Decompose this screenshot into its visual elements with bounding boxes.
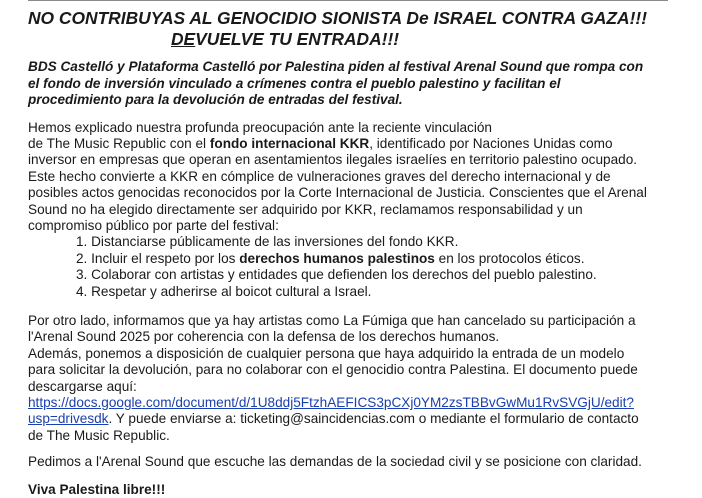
closing-line: [28, 482, 678, 498]
paragraph-demand: [28, 454, 678, 470]
demands-list: [28, 234, 678, 300]
paragraph-line: Sound no ha elegido directamente ser adquirido por KKR, reclamamos responsabilidad y un: [28, 201, 583, 217]
lead-paragraph: [28, 59, 678, 109]
demand-item: 1. Distanciarse públicamente de las inversiones del fondo KKR.: [76, 234, 459, 250]
text-run: . Y puede enviarse a: ticketing@saincidencias.com o mediante el formulario de contacto: [108, 411, 639, 427]
refund-document-link[interactable]: https://docs.google.com/document/d/1U8ddj5FtzhAEFICS3pCXj0YM2zsTBBvGwMu1RvSVGjU/edit?: [28, 395, 634, 410]
text-run: de The Music Republic con el: [28, 135, 210, 151]
lead-line: procedimiento para la devolución de entradas del festival.: [28, 92, 403, 107]
headline-line-2: [171, 29, 678, 50]
lead-line: BDS Castelló y Plataforma Castelló por Palestina piden al festival Arenal Sound que rompa con: [28, 59, 644, 74]
paragraph-line: [28, 395, 678, 411]
top-divider: [28, 0, 668, 1]
text-run: en los protocolos éticos.: [434, 250, 585, 266]
paragraph-line: compromiso público por parte del festival:: [28, 217, 279, 233]
text-run: , identificado por Naciones Unidas como: [369, 135, 613, 151]
closing-text: Viva Palestina libre!!!: [28, 481, 166, 497]
paragraph-line: l'Arenal Sound 2025 por coherencia con la defensa de los derechos humanos.: [28, 329, 500, 345]
headline-line-1: NO CONTRIBUYAS AL GENOCIDIO SIONISTA De ISRAEL CONTRA GAZA!!!: [28, 8, 647, 28]
paragraph-line: Hemos explicado nuestra profunda preocupación ante la reciente vinculación: [28, 119, 492, 135]
paragraph-refund: [28, 313, 678, 444]
paragraph-line: inversor en empresas que operan en asentamientos ilegales israelíes en territorio palestino ocupado.: [28, 152, 638, 168]
paragraph-line: [28, 136, 678, 152]
lead-line: el fondo de inversión vinculado a crímenes contra el pueblo palestino y facilitan el: [28, 75, 561, 91]
paragraph-line: [28, 411, 678, 427]
refund-document-link-continued[interactable]: usp=drivesdk: [28, 411, 109, 427]
paragraph-line: Por otro lado, informamos que ya hay artistas como La Fúmiga que han cancelado su participación a: [28, 312, 636, 328]
human-rights-bold: derechos humanos palestinos: [239, 250, 435, 266]
headline-underlined-prefix: DE: [171, 29, 196, 49]
paragraph-line: posibles actos genocidas reconocidos por la Corte Internacional de Justicia. Conscientes que el Arenal: [28, 185, 647, 201]
demand-item: 4. Respetar y adherirse al boicot cultural a Israel.: [76, 283, 372, 299]
demand-item: [28, 251, 678, 267]
kkr-bold: fondo internacional KKR: [209, 135, 370, 151]
paragraph-line: descargarse aquí:: [28, 378, 137, 394]
paragraph-line: Pedimos a l'Arenal Sound que escuche las demandas de la sociedad civil y se posicione con claridad.: [28, 454, 642, 470]
headline-line-2-rest: VUELVE TU ENTRADA!!!: [195, 29, 400, 49]
paragraph-kkr: [28, 120, 678, 300]
paragraph-line: para solicitar la devolución, para no colaborar con el genocidio contra Palestina. El documento puede: [28, 362, 638, 378]
demand-item: 3. Colaborar con artistas y entidades que defienden los derechos del pueblo palestino.: [76, 267, 597, 283]
paragraph-line: Además, ponemos a disposición de cualquier persona que haya adquirido la entrada de un modelo: [28, 345, 625, 361]
text-run: 2. Incluir el respeto por los: [76, 250, 240, 266]
paragraph-line: de The Music Republic.: [28, 427, 170, 443]
document-body: [28, 8, 678, 498]
paragraph-line: Este hecho convierte a KKR en cómplice de vulneraciones graves del derecho internacional y de: [28, 168, 611, 184]
